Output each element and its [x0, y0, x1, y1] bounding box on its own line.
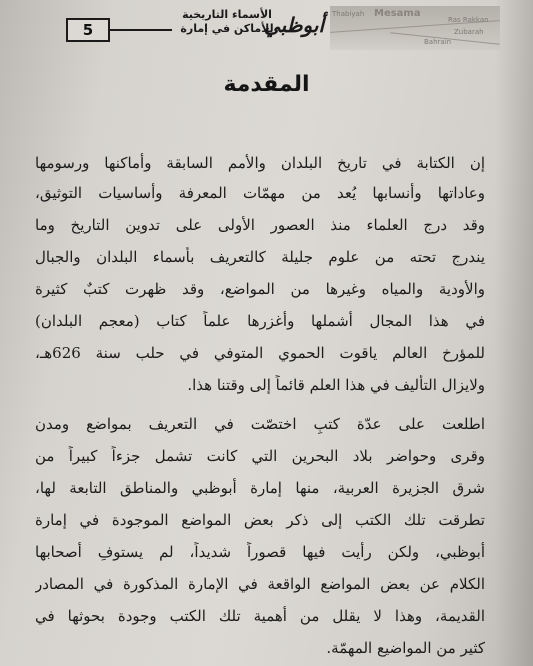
paragraph-1-line: وقد درج العلماء منذ العصور الأولى على تدوين التاريخ وما	[35, 216, 485, 234]
header-map-image	[330, 6, 500, 50]
map-label: Thabiyah	[332, 10, 365, 18]
map-label: Ras Rakkan	[448, 16, 489, 24]
map-label: Mesama	[374, 8, 421, 19]
paragraph-2-line: وقرى وحواضر بلاد البحرين التي كانت تشمل جزءاً كبيراً من	[35, 447, 485, 465]
header-title-line-1: الأسماء التاريخية	[182, 8, 272, 21]
header-brand-text: أبوظبي	[263, 13, 324, 37]
page-number: 5	[66, 18, 110, 42]
paragraph-2-line: الكلام عن بعض المواضع الواقعة في الإمارة المذكورة في المصادر	[35, 575, 485, 593]
paragraph-1-line: يندرج تحته من علوم جليلة كالتعريف بأسماء البلدان والجبال	[35, 248, 485, 266]
section-title: المقدمة	[223, 72, 310, 97]
paragraph-1-line: للمؤرخ العالم ياقوت الحموي المتوفي في حلب سنة 626هـ،	[35, 344, 485, 362]
paragraph-1-line: في هذا المجال أشملها وأغزرها علماً كتاب (معجم البلدان)	[35, 312, 485, 330]
paragraph-2-line: القديمة، وهذا لا يقلل من أهمية تلك الكتب وجودة بحوثها في	[35, 607, 485, 625]
running-header	[52, 6, 492, 48]
paragraph-1-line: ولايزال التأليف في هذا العلم قائماً إلى وقتنا هذا.	[187, 376, 485, 394]
paragraph-2-line: كثير من المواضيع المهمّة.	[326, 639, 485, 657]
paragraph-1-line: وعاداتها وأنسابها يُعد من مهمّات المعرفة وأساسيات التوثيق،	[35, 184, 485, 202]
paragraph-1-line: إن الكتابة في تاريخ البلدان والأمم السابقة وأماكنها ورسومها	[35, 154, 485, 172]
paragraph-2-line: أبوظبي، ولكن رأيت فيها قصوراً شديداً، لم يستوفِ أصحابها	[35, 543, 485, 561]
paragraph-1-line: والأودية والمياه وغيرها من المواضع، وقد ظهرت كتبٌ كثيرة	[35, 280, 485, 298]
map-label: Zubarah	[454, 28, 484, 36]
paragraph-2-line: شرق الجزيرة العربية، منها إمارة أبوظبي والمناطق التابعة لها،	[35, 479, 485, 497]
header-title-line-2: للأماكن في إمارة	[180, 22, 274, 35]
paragraph-2-line: تطرقت تلك الكتب إلى ذكر بعض المواضع الموجودة في إمارة	[35, 511, 485, 529]
map-label: Bahrain	[424, 38, 452, 46]
header-rule	[110, 29, 172, 31]
paragraph-2-line: اطلعت على عدّة كتبٍ اختصّت في التعريف بمواضع ومدن	[35, 415, 485, 433]
